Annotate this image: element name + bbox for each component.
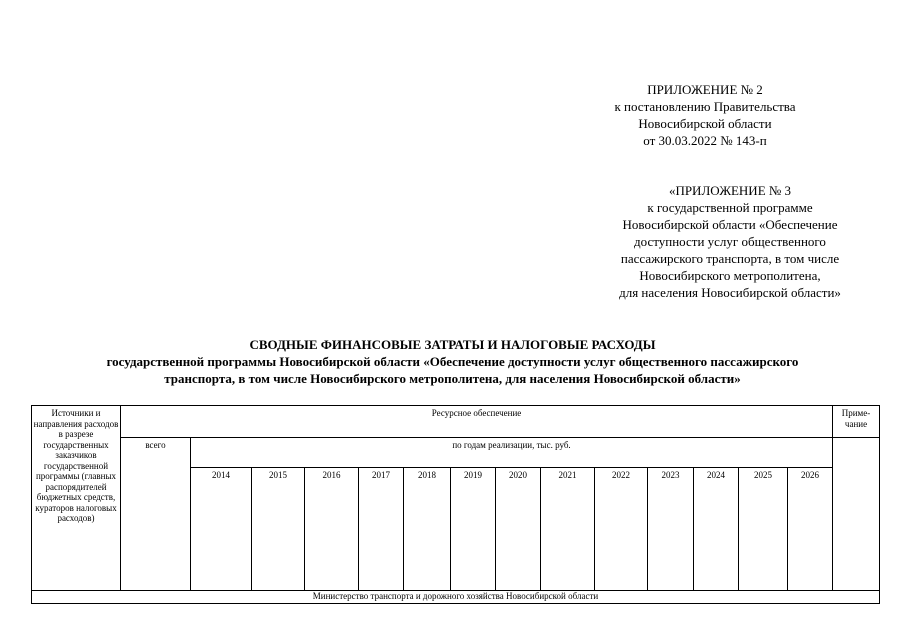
header-note: Приме-чание — [833, 406, 880, 438]
appendix-3-line: «ПРИЛОЖЕНИЕ № 3 — [668, 183, 792, 198]
year-header: 2020 — [496, 468, 541, 591]
header-resources: Ресурсное обеспечение — [121, 406, 833, 438]
year-header: 2018 — [404, 468, 451, 591]
year-header: 2021 — [541, 468, 595, 591]
year-header: 2025 — [739, 468, 788, 591]
year-header: 2022 — [595, 468, 648, 591]
appendix-3-line: для населения Новосибирской области» — [619, 285, 841, 300]
year-header: 2024 — [694, 468, 739, 591]
appendix-2-date: от 30.03.2022 № 143-п — [643, 133, 767, 148]
year-header: 2026 — [788, 468, 833, 591]
year-header: 2019 — [451, 468, 496, 591]
document-title — [20, 336, 885, 387]
header-by-years: по годам реализации, тыс. руб. — [191, 438, 833, 468]
appendix-2-region: Новосибирской области — [638, 116, 772, 131]
appendix-3-line: Новосибирской области «Обеспечение — [622, 217, 838, 232]
appendix-2-resolution: к постановлению Правительства — [614, 99, 796, 114]
title-main: СВОДНЫЕ ФИНАНСОВЫЕ ЗАТРАТЫ И НАЛОГОВЫЕ РАСХОДЫ — [249, 337, 656, 352]
year-header: 2014 — [191, 468, 252, 591]
appendix-3-line: доступности услуг общественного — [634, 234, 826, 249]
appendix-3-line: Новосибирского метрополитена, — [639, 268, 821, 283]
financial-table — [31, 405, 878, 604]
header-sources: Источники и направления расходов в разрезе государственных заказчиков государственной программы (главных распорядителей бюджетных средств, кураторов налоговых расходов) — [32, 406, 121, 591]
appendix-2-header — [560, 81, 850, 149]
appendix-3-line: к государственной программе — [647, 200, 813, 215]
ministry-row: Министерство транспорта и дорожного хозяйства Новосибирской области — [32, 591, 880, 604]
appendix-3-header — [575, 182, 885, 301]
title-program-line2: транспорта, в том числе Новосибирского метрополитена, для населения Новосибирской области» — [164, 371, 741, 386]
title-program-line1: государственной программы Новосибирской области «Обеспечение доступности услуг общественного пассажирского — [106, 354, 799, 369]
appendix-3-line: пассажирского транспорта, в том числе — [620, 251, 840, 266]
header-total: всего — [121, 438, 191, 591]
year-header: 2023 — [648, 468, 694, 591]
note-cell — [833, 438, 880, 591]
appendix-2-title: ПРИЛОЖЕНИЕ № 2 — [647, 82, 763, 97]
year-header: 2015 — [252, 468, 305, 591]
year-header: 2016 — [305, 468, 359, 591]
year-header: 2017 — [359, 468, 404, 591]
